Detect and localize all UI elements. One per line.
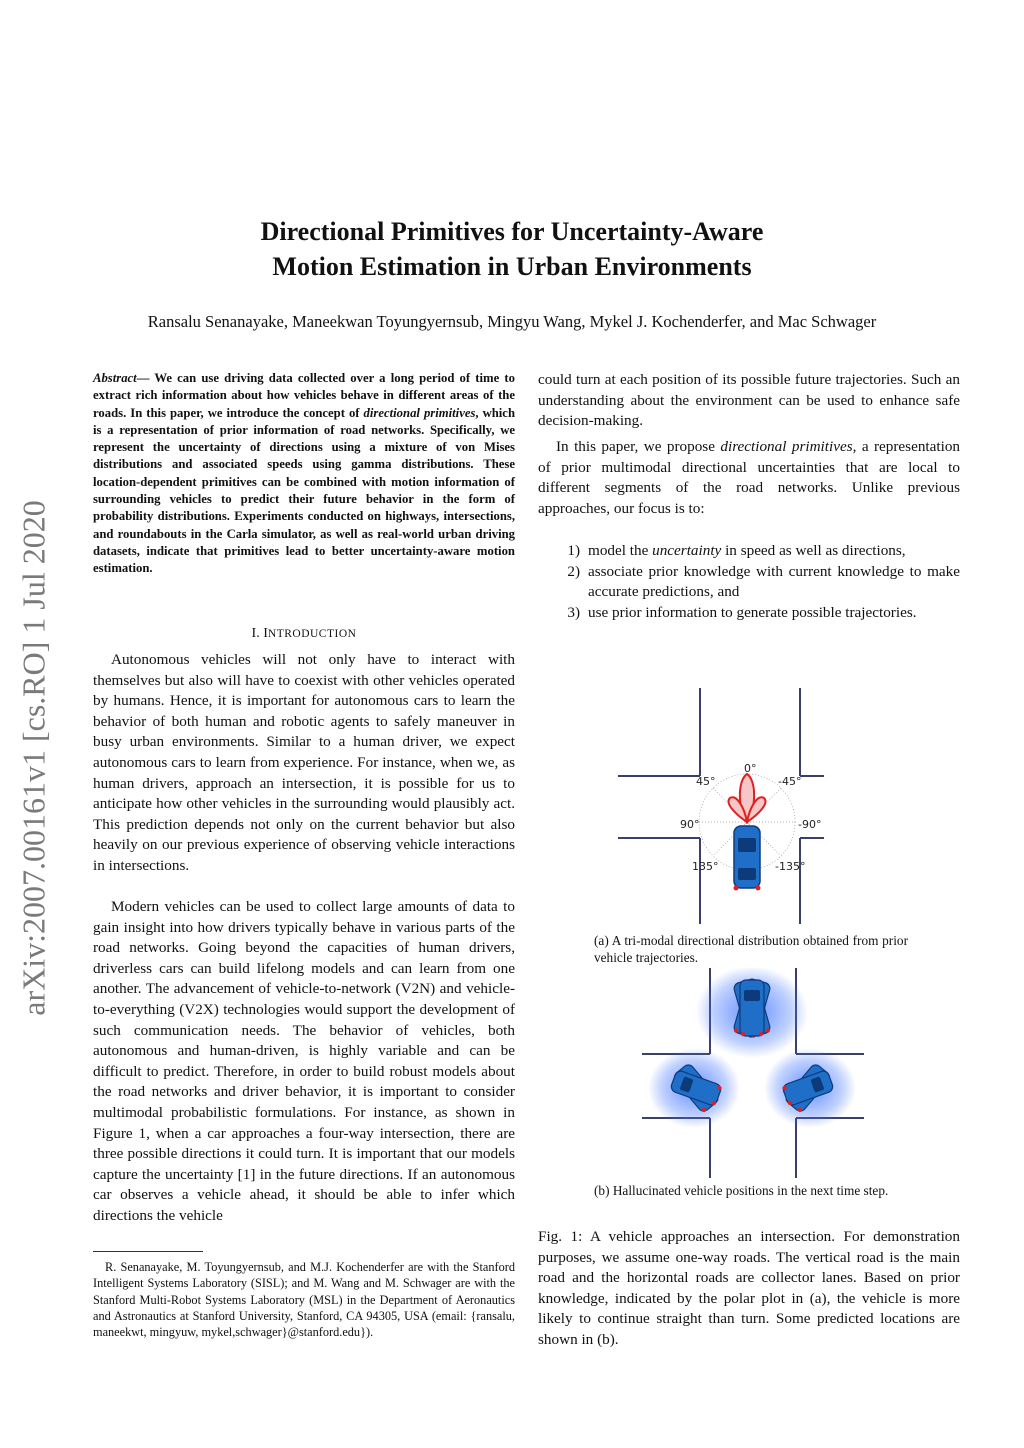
contribution-list [538, 541, 960, 623]
arxiv-stamp [4, 473, 64, 1043]
label-135: 135° [692, 860, 719, 873]
footnote-rule [93, 1251, 203, 1252]
section-number: I. [251, 626, 260, 641]
polar-lobes [729, 774, 766, 822]
right-paragraph-2-term: directional primitives [720, 438, 853, 455]
section-first-letter: I [263, 626, 268, 641]
figure-a-polar-plot [610, 688, 830, 924]
footnote: R. Senanayake, M. Toyungyernsub, and M.J. Kochenderfer are with the Stanford Intelligent Systems Laboratory (SISL); and M. Wang and M. Schwager are with the Stanford Multi-Robot Systems Laboratory (MSL) in the Department of Aeronautics and Astronautics at Stanford University, Stanford, CA 94305, USA (email: {ransalu, maneekwt, mingyuw, mykel,schwager}@stanford.edu}). [93, 1260, 515, 1340]
abstract-label: Abstract [93, 371, 137, 385]
list-item [538, 603, 960, 624]
intro-paragraph-1: Autonomous vehicles will not only have to interact with themselves but also will have to coexist with other vehicles operated by humans. Hence, it is important for autonomous cars to learn the behavior of both human and robotic agents to safely maneuver in busy urban environments. Similar to a human driver, we expect autonomous cars to learn from experience. For instance, when we, as human drivers, approach an intersection, it is possible for us to anticipate how other vehicles in the surrounding would plausibly act. This prediction depends not only on the current behavior but also heavily on our previous experience of observing vehicle interactions in intersections. [93, 651, 515, 874]
car-icon [734, 826, 761, 891]
abstract-separator: — [136, 371, 150, 385]
list-text-pre: model the [588, 542, 653, 559]
figure-b-hallucinated-positions [640, 968, 866, 1178]
abstract-term: directional primitives [363, 405, 476, 420]
title-line-2: Motion Estimation in Urban Environments [272, 252, 752, 281]
list-text-post: in speed as well as directions, [721, 542, 906, 559]
abstract [93, 370, 515, 578]
list-item [538, 541, 960, 562]
list-number: 3) [567, 603, 580, 621]
section-heading [93, 626, 515, 642]
right-paragraph-2-pre: In this paper, we propose [556, 438, 721, 455]
right-paragraph-2-post: , a representation of prior multimodal directional uncertainties that are local to different segments of the road networks. Unlike previous approaches, our focus is to: [538, 438, 961, 517]
author-list: Ransalu Senanayake, Maneekwan Toyungyernsub, Mingyu Wang, Mykel J. Kochenderfer, and Mac Schwager [147, 312, 877, 331]
arxiv-stamp-text: arXiv:2007.00161v1 [cs.RO] 1 Jul 2020 [15, 500, 52, 1016]
list-number: 2) [567, 562, 580, 580]
label-90: 90° [680, 818, 700, 831]
list-number: 1) [567, 542, 580, 559]
list-item [538, 562, 960, 603]
label-m45: -45° [778, 775, 802, 788]
label-m135: -135° [775, 860, 806, 873]
list-text-em: uncertainty [652, 542, 722, 559]
list-text: associate prior knowledge with current knowledge to make accurate predictions, and [588, 562, 960, 601]
right-paragraph-2 [538, 437, 960, 519]
paper-title [0, 214, 1024, 284]
abstract-text-1: We can use driving data collected over a long period of time to extract rich information about how vehicles behave in different areas of the roads. In this paper, we introduce the concept of [93, 371, 515, 420]
intro-paragraph-2: Modern vehicles can be used to collect large amounts of data to gain insight into how drivers typically behave in various parts of the road networks. Going beyond the capacities of human drivers, driverless cars can build lifelong models and can learn from one another. The advancement of vehicle-to-network (V2N) and vehicle-to-everything (V2X) technologies would support the development of such communication needs. The behavior of vehicles, both autonomous and human-driven, is highly variable and can be difficult to predict. Therefore, in order to build robust models about the road networks and driver behavior, it is important to consider multimodal probabilistic formulations. For instance, as shown in Figure 1, when a car approaches a four-way intersection, there are three possible directions it could turn. It is important that our models capture the uncertainty [1] in the future directions. If an autonomous car observes a vehicle ahead, it should be able to infer which directions the vehicle [93, 898, 515, 1224]
list-text: use prior information to generate possible trajectories. [588, 603, 917, 621]
abstract-text-2: , which is a representation of prior information of road networks. Specifically, we represent the uncertainty of directions using a mixture of von Mises distributions and associated speeds using gamma distributions. These location-dependent primitives can be combined with motion information of surrounding vehicles to predict their future behavior in the form of probability distributions. Experiments conducted on highways, intersections, and roundabouts in the Carla simulator, as well as real-world urban driving datasets, indicate that primitives lead to better uncertainty-aware motion estimation. [93, 405, 515, 576]
right-paragraph-1: could turn at each position of its possible future trajectories. Such an understanding about the environment can be used to enhance safe decision-making. [538, 371, 960, 430]
figure-caption: Fig. 1: A vehicle approaches an intersection. For demonstration purposes, we assume one-way roads. The vertical road is the main road and the horizontal roads are collector lanes. Based on prior knowledge, indicated by the polar plot in (a), the vehicle is more likely to continue straight than turn. Some predicted locations are shown in (b). [538, 1228, 960, 1348]
road-lines [618, 688, 824, 924]
label-m90: -90° [798, 818, 822, 831]
section-rest: NTRODUCTION [267, 628, 357, 640]
list-text [588, 541, 960, 562]
label-45: 45° [696, 775, 716, 788]
label-0: 0° [744, 762, 757, 775]
title-line-1: Directional Primitives for Uncertainty-Aware [260, 217, 764, 246]
caption-a: (a) A tri-modal directional distribution obtained from prior vehicle trajectories. [594, 933, 908, 965]
caption-b: (b) Hallucinated vehicle positions in the next time step. [594, 1183, 889, 1198]
